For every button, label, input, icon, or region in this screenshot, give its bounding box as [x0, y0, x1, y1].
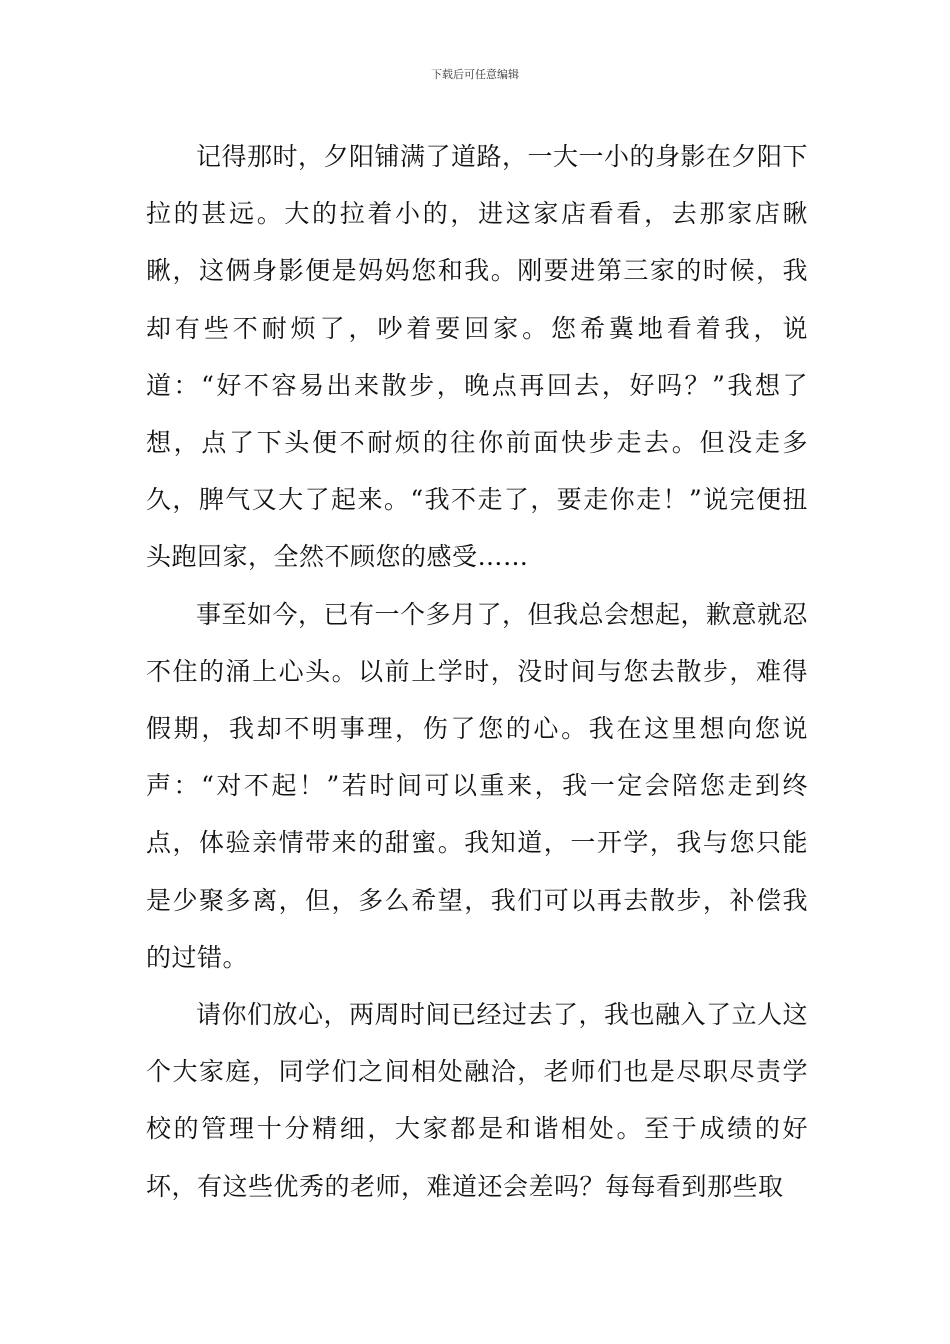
paragraph-3: 请你们放心，两周时间已经过去了，我也融入了立人这个大家庭，同学们之间相处融洽，老师们也是尽职尽责学校的管理十分精细，大家都是和谐相处。至于成绩的好坏，有这些优秀的老师，难道还会差吗？每每看到那些取 [146, 1000, 809, 1201]
paragraph-2: 事至如今，已有一个多月了，但我总会想起，歉意就忍不住的涌上心头。以前上学时，没时间与您去散步，难得假期，我却不明事理，伤了您的心。我在这里想向您说声：“对不起！”若时间可以重来，我一定会陪您走到终点，体验亲情带来的甜蜜。我知道，一开学，我与您只能是少聚多离，但，多么希望，我们可以再去散步，补偿我的过错。 [146, 599, 809, 972]
document-body [146, 128, 808, 1215]
header-note: 下载后可任意编辑 [431, 68, 519, 81]
paragraph-1: 记得那时，夕阳铺满了道路，一大一小的身影在夕阳下拉的甚远。大的拉着小的，进这家店看看，去那家店瞅瞅，这俩身影便是妈妈您和我。刚要进第三家的时候，我却有些不耐烦了，吵着要回家。您希冀地看着我，说道：“好不容易出来散步，晚点再回去，好吗？”我想了想，点了下头便不耐烦的往你前面快步走去。但没走多久，脾气又大了起来。“我不走了，要走你走！”说完便扭头跑回家，全然不顾您的感受…… [146, 142, 809, 572]
